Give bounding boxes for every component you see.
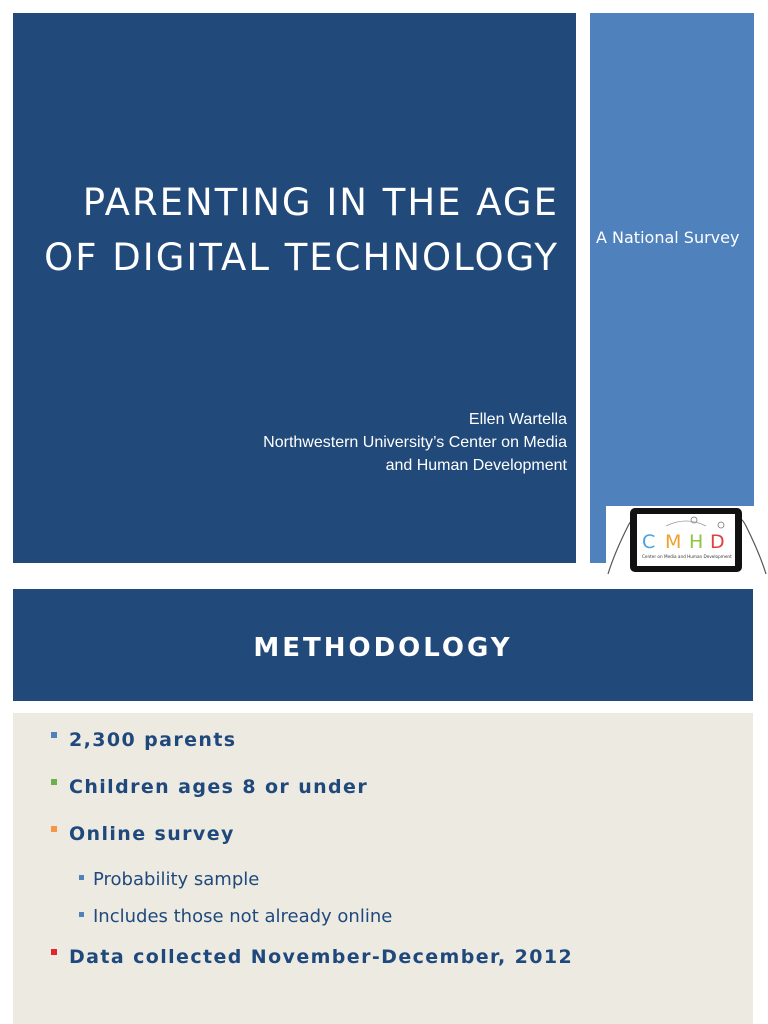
- slide-title: PARENTING IN THE AGE OF DIGITAL TECHNOLOGY: [44, 181, 559, 279]
- bullet-data-collected: [51, 946, 573, 968]
- square-bullet-icon: [51, 826, 57, 832]
- methodology-content: [13, 713, 753, 1024]
- square-bullet-icon: [51, 949, 57, 955]
- square-bullet-icon: [79, 875, 84, 880]
- bullet-text: Children ages 8 or under: [69, 776, 369, 798]
- logo-letter-d: D: [710, 531, 725, 553]
- slide-subtitle: A National Survey: [596, 228, 740, 247]
- bullet-text: Online survey: [69, 823, 235, 845]
- methodology-title: METHODOLOGY: [253, 633, 513, 663]
- bullet-children-ages: [51, 776, 368, 798]
- presenter-affiliation-line-1: Northwestern University’s Center on Media: [263, 434, 567, 451]
- subtitle-panel: [590, 13, 754, 563]
- bullet-text: Data collected November-December, 2012: [69, 946, 574, 968]
- bullet-text: 2,300 parents: [69, 729, 237, 751]
- logo-letter-m: M: [665, 531, 682, 553]
- cmhd-tablet-logo: [606, 506, 768, 576]
- sub-bullet-not-online: [79, 906, 392, 927]
- presenter-block: [47, 408, 567, 477]
- logo-letter-h: H: [689, 531, 704, 553]
- logo-caption: Center on Media and Human Development: [642, 554, 732, 559]
- title-panel: [13, 13, 576, 563]
- square-bullet-icon: [79, 912, 84, 917]
- square-bullet-icon: [51, 779, 57, 785]
- bullet-text: Probability sample: [93, 869, 260, 890]
- bullet-online-survey: [51, 823, 235, 845]
- logo-letter-c: C: [642, 531, 656, 553]
- methodology-header: [13, 589, 753, 701]
- sub-bullet-probability-sample: [79, 869, 259, 890]
- bullet-parents: [51, 729, 237, 751]
- cmhd-logo: [606, 506, 768, 576]
- presenter-name: Ellen Wartella: [468, 411, 567, 428]
- presenter-affiliation-line-2: and Human Development: [385, 457, 567, 474]
- bullet-text: Includes those not already online: [93, 906, 393, 927]
- square-bullet-icon: [51, 732, 57, 738]
